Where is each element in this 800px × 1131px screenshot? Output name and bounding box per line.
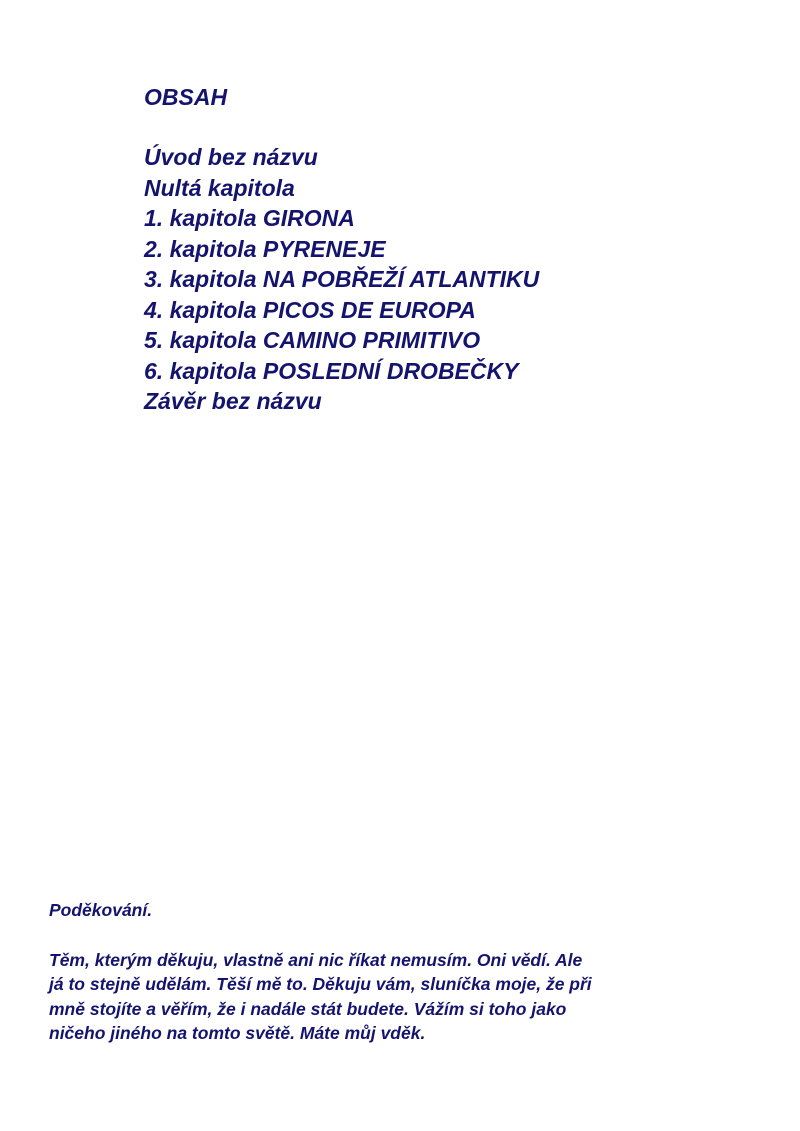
acknowledgements-line: já to stejně udělám. Těší mě to. Děkuju vám, sluníčka moje, že při: [49, 974, 592, 994]
acknowledgements-section: [49, 898, 739, 1046]
toc-item-chapter-6: 6. kapitola POSLEDNÍ DROBEČKY: [144, 357, 519, 384]
acknowledgements-line: mně stojíte a věřím, že i nadále stát budete. Vážím si toho jako: [49, 998, 567, 1019]
acknowledgements-title: Poděkování.: [49, 900, 153, 920]
toc-item-intro: Úvod bez názvu: [144, 144, 318, 170]
table-of-contents: [144, 82, 764, 417]
toc-item-chapter-3: 3. kapitola NA POBŘEŽÍ ATLANTIKU: [144, 266, 540, 292]
toc-item-conclusion: Závěr bez názvu: [144, 388, 322, 414]
toc-item-chapter-0: Nultá kapitola: [144, 174, 295, 201]
toc-title: OBSAH: [144, 84, 228, 110]
toc-item-chapter-2: 2. kapitola PYRENEJE: [144, 235, 386, 262]
toc-item-chapter-1: 1. kapitola GIRONA: [144, 205, 355, 231]
acknowledgements-line: Těm, kterým děkuju, vlastně ani nic říkat nemusím. Oni vědí. Ale: [49, 949, 583, 970]
toc-list: [144, 142, 764, 417]
toc-item-chapter-4: 4. kapitola PICOS DE EUROPA: [144, 296, 476, 323]
acknowledgements-line: ničeho jiného na tomto světě. Máte můj vděk.: [49, 1023, 426, 1043]
acknowledgements-paragraph: [49, 948, 739, 1046]
toc-item-chapter-5: 5. kapitola CAMINO PRIMITIVO: [144, 327, 481, 353]
